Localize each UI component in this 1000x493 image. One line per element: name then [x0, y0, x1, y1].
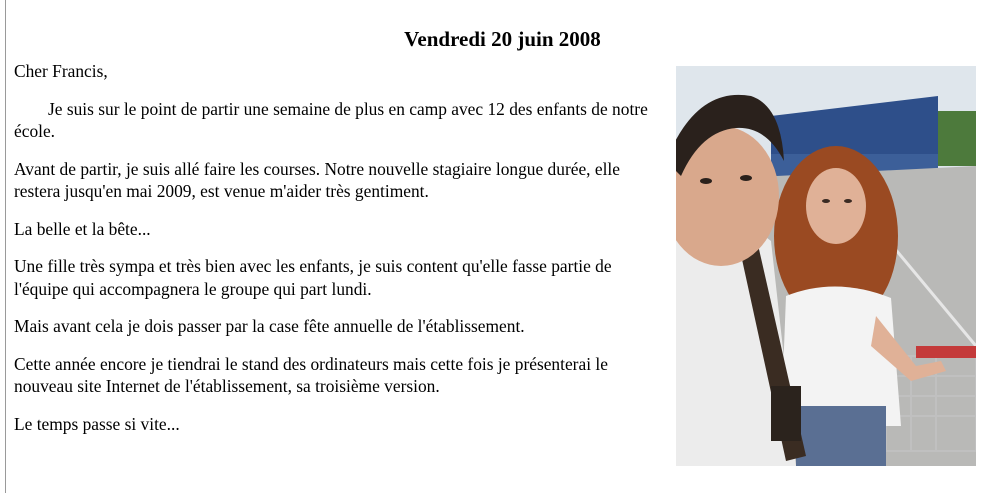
- photo-woman-face: [806, 168, 866, 244]
- paragraph: Mais avant cela je dois passer par la case fête annuelle de l'établissement.: [14, 316, 525, 336]
- photo-cart-handle: [916, 346, 976, 358]
- paragraph: Je suis sur le point de partir une semaine de plus en camp avec 12 des enfants de notre école.: [14, 98, 648, 141]
- greeting: Cher Francis,: [14, 61, 108, 81]
- paragraph: Cette année encore je tiendrai le stand des ordinateurs mais cette fois je présenterai le nouveau site Internet de l'établissement, sa troisième version.: [14, 353, 608, 396]
- page-left-border: [5, 0, 6, 493]
- paragraph: Une fille très sympa et très bien avec les enfants, je suis content qu'elle fasse partie de l'équipe qui accompagnera le groupe qui part lundi.: [14, 256, 612, 299]
- paragraph: Avant de partir, je suis allé faire les courses. Notre nouvelle stagiaire longue durée, elle restera jusqu'en mai 2009, est venue m'aider très gentiment.: [14, 158, 620, 201]
- photo-selfie: [676, 66, 976, 466]
- photo-woman-jeans: [796, 406, 886, 466]
- photo-illustration: [676, 66, 976, 466]
- letter-body: [14, 60, 664, 450]
- photo-man-bag: [771, 386, 801, 441]
- photo-man-eye: [740, 175, 752, 181]
- photo-woman-eye: [822, 199, 830, 203]
- paragraph: Le temps passe si vite...: [14, 413, 180, 434]
- photo-woman-eye: [844, 199, 852, 203]
- paragraph: La belle et la bête...: [14, 218, 151, 239]
- photo-man-eye: [700, 178, 712, 184]
- page-title: Vendredi 20 juin 2008: [404, 27, 601, 52]
